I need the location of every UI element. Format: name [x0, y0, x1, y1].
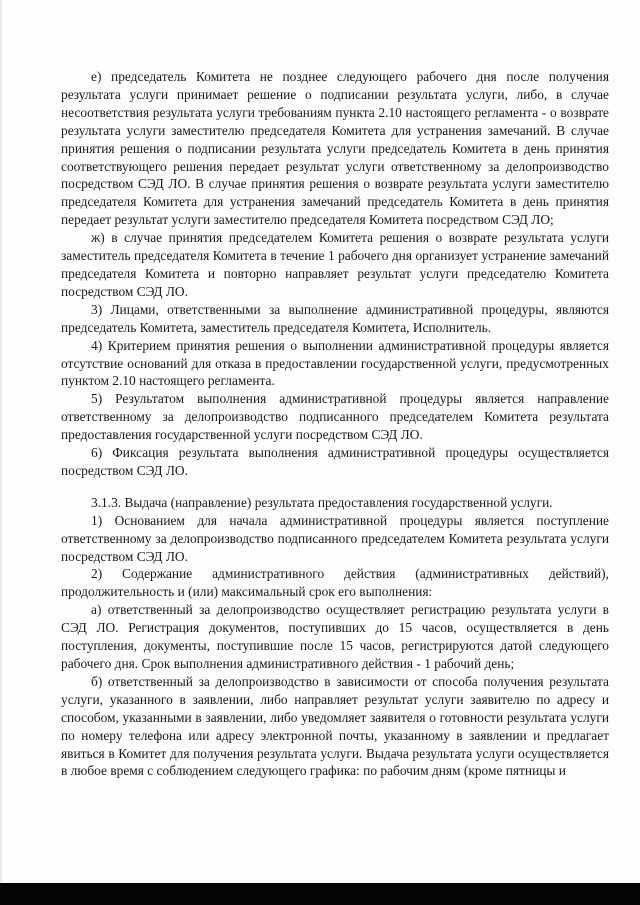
paragraph-b: б) ответственный за делопроизводство в зависимости от способа получения результата услуги, указанного в заявлении, либо направляет результат услуги заявителю по адресу и способом, указанными в заявлении, либо уведомляет заявителя о готовности результата услуги по номеру телефона или адресу электронной почты, указанному в заявлении и предлагает явиться в Комитет для получения результата услуги. Выдача результата услуги осуществляется в любое время с соблюдением следующего графика: по рабочим дням (кроме пятницы и [61, 673, 609, 779]
paragraph-5: 5) Результатом выполнения административной процедуры является направление ответственному за делопроизводство подписанного председателем Комитета результата предоставления государственной услуги посредством СЭД ЛО. [61, 391, 609, 443]
paragraph-6: 6) Фиксация результата выполнения административной процедуры осуществляется посредством СЭД ЛО. [61, 445, 609, 478]
document-body [61, 68, 609, 780]
section-heading-3-1-3: 3.1.3. Выдача (направление) результата предоставления государственной услуги. [91, 494, 553, 510]
paragraph-2: 2) Содержание административного действия (административных действий), продолжительность и (или) максимальный срок его выполнения: [61, 566, 609, 600]
paragraph-a: а) ответственный за делопроизводство осуществляет регистрацию результата услуги в СЭД ЛО. Регистрация документов, поступивших до 15 часов, осуществляется в день поступления, документы, поступившие после 15 часов, регистрируются датой следующего рабочего дня. Срок выполнения административного действия - 1 рабочий день; [61, 602, 609, 671]
scan-bottom-border [0, 883, 640, 905]
scan-edge [0, 0, 2, 883]
paragraph-3: 3) Лицами, ответственными за выполнение административной процедуры, являются председатель Комитета, заместитель председателя Комитета, Исполнитель. [61, 301, 609, 335]
paragraph-1: 1) Основанием для начала административной процедуры является поступление ответственному за делопроизводство подписанного председателем Комитета результата услуги посредством СЭД ЛО. [61, 512, 609, 564]
paragraph-zh: ж) в случае принятия председателем Комитета решения о возврате результата услуги заместитель председателя Комитета в течение 1 рабочего дня организует устранение замечаний председателя Комитета и повторно направляет результат услуги председателю Комитета посредством СЭД ЛО. [61, 230, 609, 299]
paragraph-4: 4) Критерием принятия решения о выполнении административной процедуры является отсутствие оснований для отказа в предоставлении государственной услуги, предусмотренных пунктом 2.10 настоящего регламента. [61, 337, 609, 389]
paragraph-e: е) председатель Комитета не позднее следующего рабочего дня после получения результата услуги принимает решение о подписании результата услуги, либо, в случае несоответствия результата услуги требованиям пункта 2.10 настоящего регламента - о возврате результата услуги заместителю председателя Комитета для устранения замечаний. В случае принятия решения о подписании результата услуги председатель Комитета в день принятия соответствующего решения передает результат услуги ответственному за делопроизводство посредством СЭД ЛО. В случае принятия решения о возврате результата услуги заместителю председателя Комитета для устранения замечаний председатель Комитета в день принятия передает результат услуги заместителю председателя Комитета посредством СЭД ЛО; [61, 69, 609, 228]
